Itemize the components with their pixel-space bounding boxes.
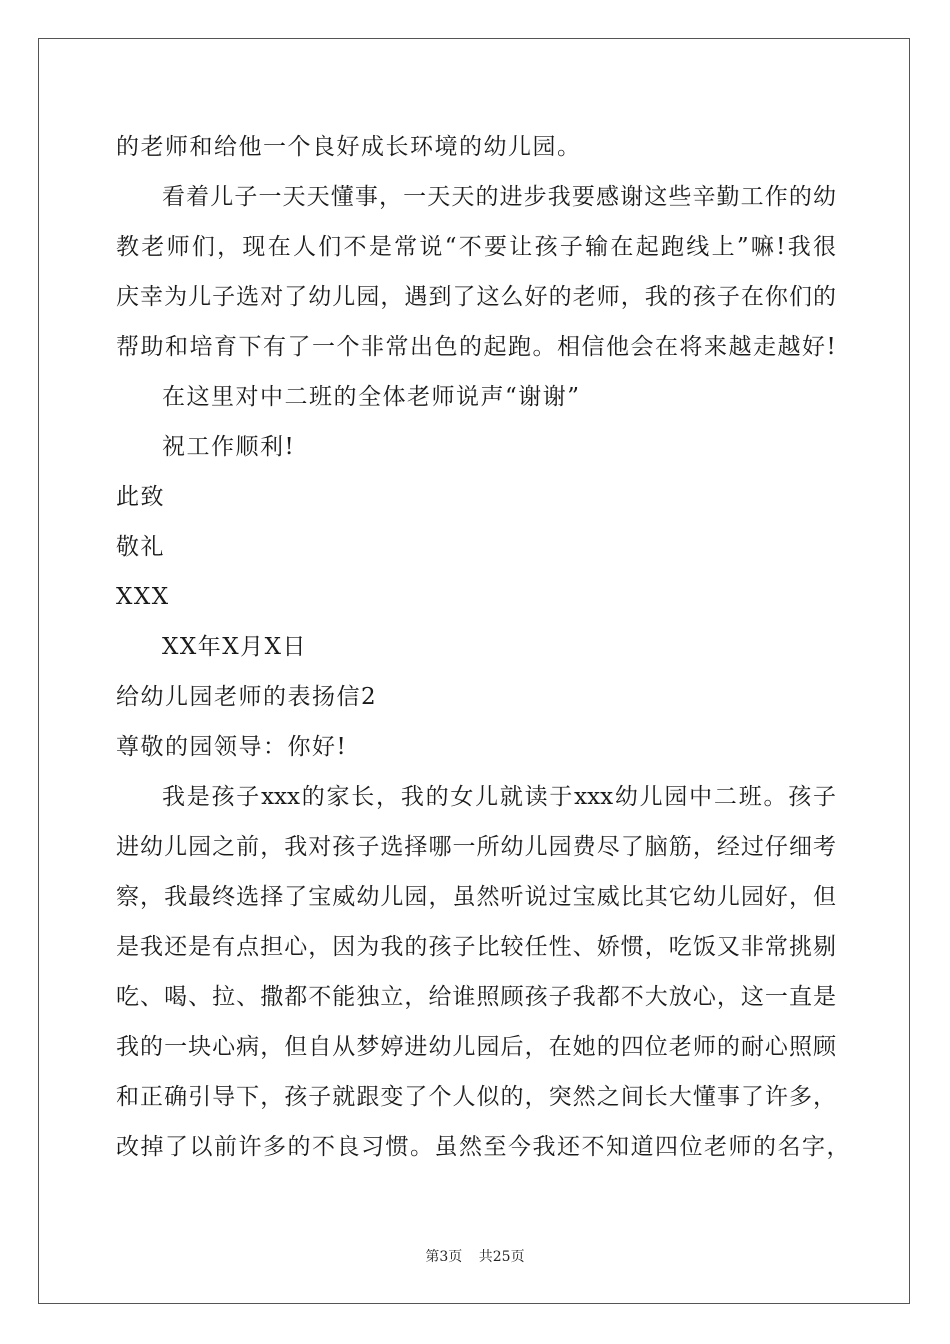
page-number: 第3页	[425, 1249, 463, 1265]
document-body	[116, 122, 851, 1172]
closing-salutation: 敬礼	[116, 534, 165, 560]
paragraph-line: 庆幸为儿子选对了幼儿园，遇到了这么好的老师，我的孩子在你们的	[116, 284, 836, 310]
date-line: XX年X月X日	[162, 634, 307, 660]
paragraph-line: 和正确引导下，孩子就跟变了个人似的，突然之间长大懂事了许多，	[116, 1084, 836, 1110]
greeting-line: 尊敬的园领导：你好!	[116, 734, 348, 760]
paragraph-line: 察，我最终选择了宝威幼儿园，虽然听说过宝威比其它幼儿园好，但	[116, 884, 836, 910]
paragraph-line: 在这里对中二班的全体老师说声“谢谢”	[162, 384, 581, 410]
page-footer	[0, 1246, 950, 1266]
paragraph-line: 是我还是有点担心，因为我的孩子比较任性、娇惯，吃饭又非常挑剔	[116, 934, 836, 960]
paragraph-line: 进幼儿园之前，我对孩子选择哪一所幼儿园费尽了脑筋，经过仔细考	[116, 834, 836, 860]
closing-salutation: 此致	[116, 484, 165, 510]
paragraph-line: 我是孩子xxx的家长，我的女儿就读于xxx幼儿园中二班。孩子	[162, 784, 836, 810]
paragraph-line: 教老师们，现在人们不是常说“不要让孩子输在起跑线上”嘛!我很	[116, 234, 836, 260]
paragraph-line: 看着儿子一天天懂事，一天天的进步我要感谢这些辛勤工作的幼	[162, 184, 836, 210]
letter-title: 给幼儿园老师的表扬信2	[116, 684, 378, 710]
paragraph-line: 帮助和培育下有了一个非常出色的起跑。相信他会在将来越走越好!	[116, 334, 838, 360]
paragraph-line: 我的一块心病，但自从梦婷进幼儿园后，在她的四位老师的耐心照顾	[116, 1034, 836, 1060]
paragraph-line: 祝工作顺利!	[162, 434, 296, 460]
signature: XXX	[116, 584, 170, 610]
paragraph-line: 改掉了以前许多的不良习惯。虽然至今我还不知道四位老师的名字，	[116, 1134, 851, 1160]
total-pages: 共25页	[478, 1249, 525, 1265]
paragraph-line: 的老师和给他一个良好成长环境的幼儿园。	[116, 134, 582, 160]
paragraph-line: 吃、喝、拉、撒都不能独立，给谁照顾孩子我都不大放心，这一直是	[116, 984, 836, 1010]
